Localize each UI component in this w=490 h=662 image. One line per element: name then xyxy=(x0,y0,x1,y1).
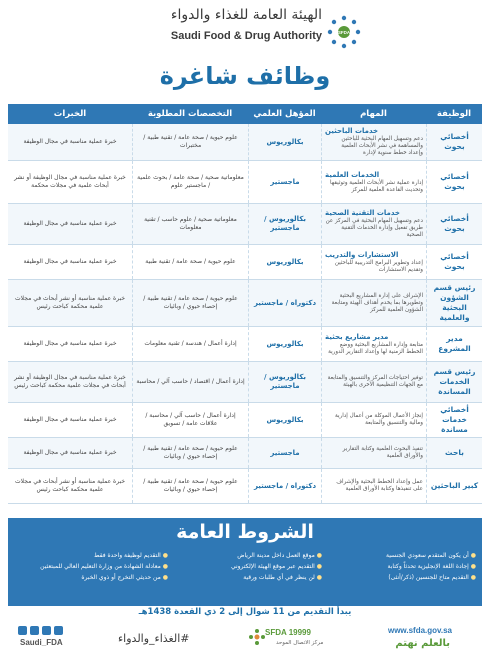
specialties: علوم حيوية / صحة عامة / تقنية طبية / إحصاء حيوي / وبائيات xyxy=(132,280,248,326)
task-title: الاستشارات والتدريب xyxy=(325,250,399,259)
condition-item xyxy=(14,572,168,583)
specialties: إدارة أعمال / اقتصاد / حاسب آلي / محاسبة xyxy=(132,362,248,402)
task-description: إدارة عملية نشر الأبحاث العلمية وتوثيقها وتحديث القاعدة العلمية للمركز xyxy=(330,179,423,193)
qualification: بكالوريوس / ماجستير xyxy=(248,204,321,244)
task-description: دعم وتسهيل المهام البحثية في المركز عن طريق تفعيل وإدارة الخدمات التقنية الصحية xyxy=(325,218,423,238)
specialties: معلوماتية صحية / علوم حاسب / تقنية معلومات xyxy=(132,204,248,244)
bullet-icon: ● xyxy=(160,563,168,570)
header-specialties: التخصصات المطلوبة xyxy=(147,109,233,119)
table-header xyxy=(8,104,482,124)
bullet-icon: ● xyxy=(160,574,168,581)
general-conditions xyxy=(8,518,482,606)
qualification: بكالوريوس / ماجستير xyxy=(248,362,321,402)
facebook-icon[interactable] xyxy=(30,626,39,635)
bullet-icon: ● xyxy=(160,552,168,559)
task-cell xyxy=(321,245,426,279)
specialties: علوم حيوية / صحة عامة / تقنية طبية / مختبرات xyxy=(132,124,248,160)
specialties: علوم حيوية / صحة عامة / تقنية طبية xyxy=(132,245,248,279)
bullet-icon: ● xyxy=(314,552,322,559)
experience: خبرة عملية مناسبة في مجال الوظيفة أو نشر أبحاث علمية في مجلات محكمة xyxy=(14,174,126,189)
experience: خبرة عملية مناسبة أو نشر أبحاث في مجلات علمية محكمة كباحث رئيس xyxy=(14,295,126,310)
condition-item xyxy=(14,561,168,572)
table-row xyxy=(8,204,482,245)
task-description: إعداد وتطوير البرامج التدريبية للباحثين وتقديم الاستشارات xyxy=(334,259,423,273)
qualification: دكتوراه / ماجستير xyxy=(248,469,321,503)
experience: خبرة عملية مناسبة في مجال الوظيفة xyxy=(23,340,117,347)
social-icons xyxy=(18,626,63,635)
task-description: عمل وإعداد الخطط البحثية والإشراف على تنفيذها وكتابة الأوراق العلمية xyxy=(336,479,423,492)
job-title: كبير الباحثين xyxy=(426,469,482,503)
condition-item xyxy=(168,561,322,572)
task-cell xyxy=(321,280,426,326)
org-name-arabic: الهيئة العامة للغذاء والدواء xyxy=(170,7,322,23)
job-title: رئيس قسم الخدمات المساندة xyxy=(426,362,482,402)
header xyxy=(0,0,490,62)
conditions-list xyxy=(14,550,476,583)
condition-text: أن يكون المتقدم سعودي الجنسية xyxy=(386,552,469,559)
table-row xyxy=(8,403,482,438)
twitter-icon[interactable] xyxy=(18,626,27,635)
experience: خبرة عملية مناسبة في مجال الوظيفة xyxy=(23,138,117,145)
qualification: بكالوريوس xyxy=(248,403,321,437)
application-deadline: يبدأ التقديم من 11 شوال إلى 2 ذي القعدة 1438هـ xyxy=(138,607,352,617)
call-center: SFDA 19999 xyxy=(265,628,311,637)
youtube-icon[interactable] xyxy=(42,626,51,635)
condition-item xyxy=(168,550,322,561)
logo-badge: SFDA xyxy=(337,30,351,35)
task-cell xyxy=(321,327,426,361)
condition-item xyxy=(322,550,476,561)
condition-text: من حديثي التخرج أو ذوي الخبرة xyxy=(81,574,161,581)
task-cell xyxy=(321,403,426,437)
task-cell xyxy=(321,161,426,203)
conditions-title: الشروط العامة xyxy=(176,521,314,543)
condition-item xyxy=(322,561,476,572)
qualification: بكالوريوس xyxy=(248,327,321,361)
condition-text: لن ينظر في أي طلبات ورقية xyxy=(243,574,315,581)
condition-item xyxy=(14,550,168,561)
bullet-icon: ● xyxy=(468,563,476,570)
qualification: بكالوريوس xyxy=(248,245,321,279)
call-center-label: مركز الاتصال الموحد xyxy=(276,640,324,646)
table-row xyxy=(8,327,482,362)
experience: خبرة عملية مناسبة في مجال الوظيفة xyxy=(23,220,117,227)
condition-text: التقديم متاح للجنسين (ذكر/أنثى) xyxy=(388,574,469,581)
tagline: بالعلم نهتم xyxy=(395,638,450,649)
condition-text: موقع العمل داخل مدينة الرياض xyxy=(237,552,315,559)
qualification: دكتوراه / ماجستير xyxy=(248,280,321,326)
task-description: الإشراف على إدارة المشاريع البحثية وتطويرها بما يخدم أهداف الهيئة ومتابعة الشؤون العلمية للمركز xyxy=(331,292,423,313)
specialties: علوم حيوية / صحة عامة / تقنية طبية / إحصاء حيوي / وبائيات xyxy=(132,469,248,503)
experience: خبرة عملية مناسبة في مجال الوظيفة أو نشر أبحاث في مجلات علمية محكمة كباحث رئيس xyxy=(14,374,126,389)
qualification: ماجستير xyxy=(248,438,321,468)
qualification: بكالوريوس xyxy=(248,124,321,160)
job-title: مدير المشروع xyxy=(426,327,482,361)
experience: خبرة عملية مناسبة أو نشر أبحاث في مجلات علمية محكمة كباحث رئيس xyxy=(14,478,126,493)
condition-text: معادلة الشهادة من وزارة التعليم العالي للمبتعثين xyxy=(40,563,161,570)
page-title: وظائف شاغرة xyxy=(159,62,331,90)
task-description: متابعة وإدارة المشاريع البحثية ووضع الخطط الزمنية لها وإعداد التقارير الدورية xyxy=(328,341,423,355)
header-qualification: المؤهل العلمي xyxy=(253,109,316,119)
task-description: توفير احتياجات المركز والتنسيق والمتابعة مع الجهات التنظيمية الأخرى بالهيئة xyxy=(327,375,423,388)
job-title: رئيس قسم الشؤون البحثية والعلمية xyxy=(426,280,482,326)
job-title: باحث xyxy=(426,438,482,468)
experience: خبرة عملية مناسبة في مجال الوظيفة xyxy=(23,449,117,456)
bullet-icon: ● xyxy=(314,574,322,581)
specialties: إدارة أعمال / هندسة / تقنية معلومات xyxy=(132,327,248,361)
header-job: الوظيفة xyxy=(436,109,472,119)
condition-item xyxy=(168,572,322,583)
job-title: أخصائي بحوث xyxy=(426,204,482,244)
task-title: الخدمات العلمية xyxy=(325,170,380,179)
table-row xyxy=(8,438,482,469)
task-description: دعم وتسهيل المهام البحثية للباحثين والمساهمة في نشر الأبحاث العلمية وإعداد خطط سنوية لإدارة xyxy=(341,136,423,156)
hashtag: #الغذاء_والدواء xyxy=(118,632,190,645)
footer xyxy=(0,622,490,662)
specialties: علوم حيوية / صحة عامة / تقنية طبية / إحصاء حيوي / وبائيات xyxy=(132,438,248,468)
condition-text: التقديم لوظيفة واحدة فقط xyxy=(94,552,161,559)
task-title: خدمات التقنية الصحية xyxy=(325,209,400,217)
task-description: إنجاز الأعمال الموكلة من أعمال إدارية ومالية والتنسيق والمتابعة xyxy=(334,413,423,426)
task-description: تنفيذ البحوث العلمية وكتابة التقارير والأوراق العلمية xyxy=(342,446,423,459)
table-row xyxy=(8,124,482,161)
header-experience: الخبرات xyxy=(53,109,87,119)
bullet-icon: ● xyxy=(314,563,322,570)
task-cell xyxy=(321,362,426,402)
table-row xyxy=(8,161,482,204)
social-handle: Saudi_FDA xyxy=(20,638,63,647)
sfda-emblem-icon xyxy=(248,628,266,646)
jobs-table xyxy=(8,104,482,504)
task-cell xyxy=(321,124,426,160)
qualification: ماجستير xyxy=(248,161,321,203)
table-row xyxy=(8,245,482,280)
instagram-icon[interactable] xyxy=(54,626,63,635)
website-link[interactable]: www.sfda.gov.sa xyxy=(387,626,452,635)
task-cell xyxy=(321,438,426,468)
table-row xyxy=(8,280,482,327)
job-title: أخصائي بحوث xyxy=(426,245,482,279)
task-title: خدمات الباحثين xyxy=(325,127,379,135)
condition-text: إجادة اللغة الإنجليزية تحدثاً وكتابة xyxy=(387,563,469,570)
task-title: مدير مشاريع بحثية xyxy=(325,332,389,341)
job-title: أخصائي خدمات مساندة xyxy=(426,403,482,437)
sfda-logo-icon xyxy=(326,14,362,50)
condition-text: التقديم عبر موقع الهيئة الإلكتروني xyxy=(230,563,315,570)
specialties: إدارة أعمال / حاسب آلي / محاسبة / علاقات عامة / تسويق xyxy=(132,403,248,437)
bullet-icon: ● xyxy=(468,552,476,559)
table-row xyxy=(8,469,482,504)
org-name-english: Saudi Food & Drug Authority xyxy=(170,30,322,42)
bullet-icon: ● xyxy=(468,574,476,581)
header-tasks: المهام xyxy=(360,109,387,119)
table-row xyxy=(8,362,482,403)
task-cell xyxy=(321,204,426,244)
table-body xyxy=(8,124,482,504)
job-title: أخصائي بحوث xyxy=(426,161,482,203)
job-title: أخصائي بحوث xyxy=(426,124,482,160)
specialties: معلوماتية صحية / صحة عامة / بحوث علمية / ماجستير علوم xyxy=(132,161,248,203)
condition-item xyxy=(322,572,476,583)
experience: خبرة عملية مناسبة في مجال الوظيفة xyxy=(23,258,117,265)
experience: خبرة عملية مناسبة في مجال الوظيفة xyxy=(23,416,117,423)
task-cell xyxy=(321,469,426,503)
